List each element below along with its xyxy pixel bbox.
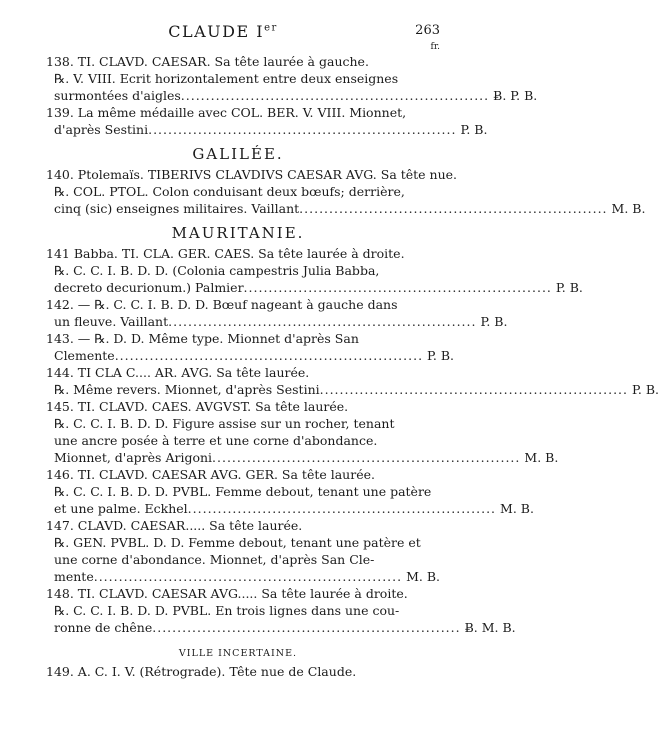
- entry-leader-line: ℞. Même revers. Mionnet, d'après Sestini .............................................................. P. B.: [54, 382, 659, 397]
- entry-line: 139. La même médaille avec COL. BER. V. VIII. Mionnet,: [46, 105, 407, 120]
- page-header: [0, 22, 446, 52]
- entry-141: [46, 245, 583, 296]
- entry-line: 146. TI. CLAVD. CAESAR AVG. GER. Sa tête laurée.: [46, 467, 375, 482]
- entry-147: [46, 517, 440, 585]
- page-number: 263: [415, 23, 440, 38]
- entry-leader-line: et une palme. Eckhel .............................................................. M. B.: [54, 501, 534, 516]
- section-heading-galilee: GALILÉE.: [192, 145, 284, 163]
- entry-leader-line: Mionnet, d'après Arigoni .............................................................. M. B.: [54, 450, 559, 465]
- entry-line: ℞. COL. PTOL. Colon conduisant deux bœufs; derrière,: [54, 184, 405, 199]
- entry-leader-line: Clemente .............................................................. P. B.: [54, 348, 455, 363]
- running-title-superscript: er: [264, 22, 278, 34]
- entry-leader-line: ronne de chêne .............................................................. Ƀ. M. B.: [54, 620, 516, 635]
- entry-line: 144. TI CLA C.... AR. AVG. Sa tête laurée.: [46, 365, 310, 380]
- entry-leader-line: cinq (sic) enseignes militaires. Vaillant .............................................................. M. B.: [54, 201, 646, 216]
- entry-144: [46, 364, 659, 398]
- entry-138: [46, 53, 538, 104]
- entry-line: ℞. C. C. I. B. D. D. (Colonia campestris Julia Babba,: [54, 263, 380, 278]
- entry-148: [46, 585, 516, 636]
- entry-line: ℞. C. C. I. B. D. D. Figure assise sur un rocher, tenant: [54, 416, 395, 431]
- entry-line: 149. A. C. I. V. (Rétrograde). Tête nue de Claude.: [46, 664, 357, 679]
- corner-mark: fr.: [430, 42, 440, 52]
- entry-146: [46, 466, 534, 517]
- entry-leader-line: decreto decurionum.) Palmier .............................................................. P. B.: [54, 280, 583, 295]
- entry-line: une corne d'abondance. Mionnet, d'après San Cle-: [54, 552, 375, 567]
- running-title: CLAUDE Ier: [168, 22, 278, 41]
- entry-line: 140. Ptolemaïs. TIBERIVS CLAVDIVS CAESAR AVG. Sa tête nue.: [46, 167, 458, 182]
- entry-line: 143. — ℞. D. D. Même type. Mionnet d'après San: [46, 331, 359, 346]
- entry-leader-line: d'après Sestini .............................................................. P. B.: [54, 122, 488, 137]
- entry-line: ℞. C. C. I. B. D. D. PVBL. Femme debout, tenant une patère: [54, 484, 432, 499]
- section-heading-ville-incertaine: VILLE INCERTAINE.: [178, 648, 298, 659]
- entry-line: une ancre posée à terre et une corne d'abondance.: [54, 433, 378, 448]
- entry-149: [46, 663, 402, 680]
- entry-line: 141 Babba. TI. CLA. GER. CAES. Sa tête laurée à droite.: [46, 246, 405, 261]
- entry-line: 138. TI. CLAVD. CAESAR. Sa tête laurée à gauche.: [46, 54, 369, 69]
- section-heading-mauritanie: MAURITANIE.: [171, 224, 305, 242]
- entry-line: ℞. V. VIII. Ecrit horizontalement entre deux enseignes: [54, 71, 399, 86]
- entry-line: 145. TI. CLAVD. CAES. AVGVST. Sa tête laurée.: [46, 399, 349, 414]
- entry-leader-line: mente .............................................................. M. B.: [54, 569, 440, 584]
- entry-leader-line: surmontées d'aigles .............................................................. Ƀ. P. B.: [54, 88, 538, 103]
- entry-line: 147. CLAVD. CAESAR..... Sa tête laurée.: [46, 518, 303, 533]
- entry-line: 148. TI. CLAVD. CAESAR AVG..... Sa tête laurée à droite.: [46, 586, 408, 601]
- entry-140: [46, 166, 646, 217]
- entry-line: ℞. GEN. PVBL. D. D. Femme debout, tenant une patère et: [54, 535, 421, 550]
- catalog-body: [46, 53, 659, 680]
- entry-line: 142. — ℞. C. C. I. B. D. D. Bœuf nageant à gauche dans: [46, 297, 398, 312]
- entry-142: [46, 296, 508, 330]
- entry-leader-line: un fleuve. Vaillant .............................................................. P. B.: [54, 314, 508, 329]
- entry-145: [46, 398, 559, 466]
- entry-139: [46, 104, 488, 138]
- entry-line: ℞. C. C. I. B. D. D. PVBL. En trois lignes dans une cou-: [54, 603, 400, 618]
- entry-143: [46, 330, 455, 364]
